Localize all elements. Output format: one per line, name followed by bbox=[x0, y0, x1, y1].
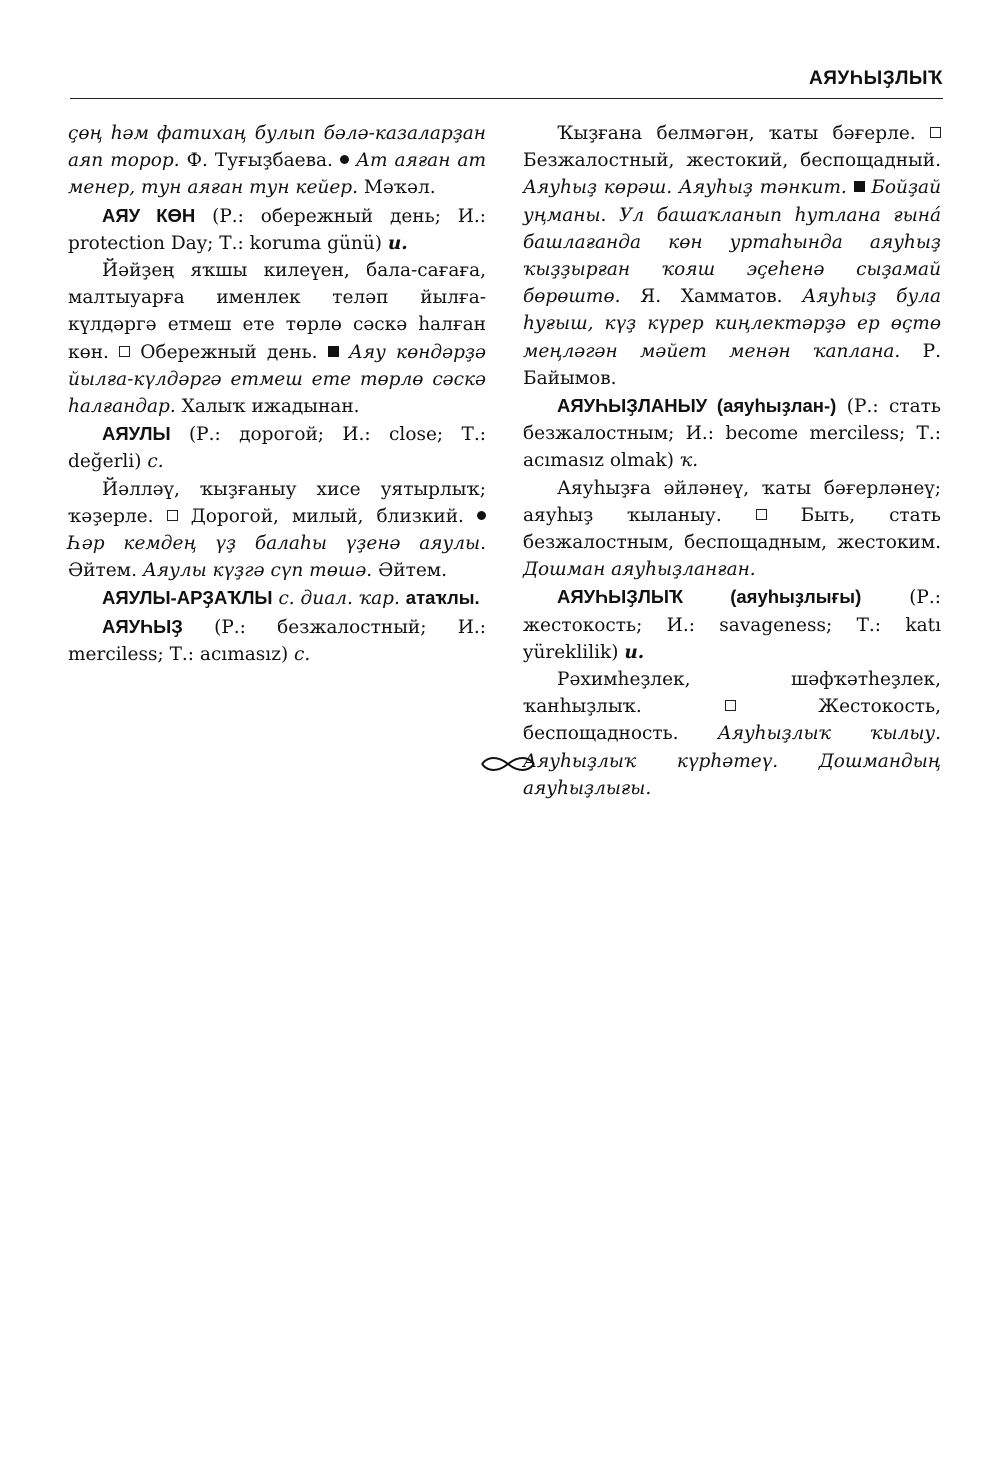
russian-equivalent: Дорогой, милый, близкий. bbox=[177, 505, 478, 527]
bullet-dot-icon bbox=[340, 155, 349, 164]
open-square-icon bbox=[119, 346, 130, 357]
example-text: Бойҙай уңманы. Ул башаҡланып һутлана ғынá башлағанда көн уртаһында аяуһыҙ ҡыҙҙырған ҡояш эҫеһенә сыҙамай бөрөштө. bbox=[523, 177, 941, 308]
translations: (Р.: безжалостный; И.: merciless; Т.: acımasız) bbox=[68, 616, 486, 665]
translations: (Р.: стать безжалостным; И.: become merciless; Т.: acımasız olmak) bbox=[523, 396, 941, 472]
definition bbox=[523, 475, 941, 584]
dictionary-entry bbox=[68, 613, 486, 668]
running-head: АЯУҺЫҘЛЫҠ bbox=[809, 68, 943, 89]
example-text: Аяу көндәрҙә йылға-күлдәргә етмеш ете төрлө сәскә һалғандар. bbox=[68, 341, 486, 418]
definition-text: Рәхимһеҙлек, шәфҡәтһеҙлек, ҡанһыҙлыҡ. bbox=[523, 669, 941, 718]
header-rule bbox=[70, 98, 943, 99]
example-text: Дошман аяуһыҙланған. bbox=[523, 559, 756, 581]
open-square-icon bbox=[167, 510, 178, 521]
filled-square-icon bbox=[854, 181, 865, 192]
definition bbox=[523, 666, 941, 802]
part-of-speech: ҡ. bbox=[679, 450, 699, 472]
definition-text: Йәлләү, ҡыҙғаныу хисе уятырлыҡ; ҡәҙерле. bbox=[68, 478, 486, 527]
example-text: Аяулы күҙгә сүп төшә. bbox=[142, 560, 373, 582]
dictionary-entry bbox=[68, 420, 486, 475]
translations: (Р.: обережный день; И.: protection Day; Т.: koruma günü) bbox=[68, 205, 486, 254]
part-of-speech: с. bbox=[294, 643, 311, 665]
definition-text: Аяуһыҙға әйләнеү, ҡаты бәғерләнеү; аяуһыҙ ҡыланыу. bbox=[523, 477, 941, 526]
part-of-speech: и. bbox=[387, 232, 408, 254]
headword: АЯУҺЫҘЛАНЫУ (аяуһыҙлан-) bbox=[557, 395, 837, 417]
source-text: Р. Байымов. bbox=[523, 340, 941, 389]
entry-continuation bbox=[68, 120, 486, 202]
open-square-icon bbox=[756, 509, 767, 520]
headword: АЯУ КӨН bbox=[102, 204, 196, 226]
definition bbox=[523, 120, 941, 392]
russian-equivalent: Жестокость, беспощадность. bbox=[523, 696, 941, 745]
example-text: Ат аяған ат менер, тун аяған тун кейер. bbox=[68, 150, 486, 199]
filled-square-icon bbox=[328, 346, 339, 357]
source-text: Ф. Туғыҙбаева. bbox=[179, 150, 340, 172]
source-text: Әйтем. bbox=[68, 560, 143, 582]
bullet-dot-icon bbox=[477, 511, 486, 520]
example-text: Аяуһыҙлыҡ ҡылыу. Аяуһыҙлыҡ күрһәтеү. Дошмандың аяуһыҙлығы. bbox=[523, 723, 941, 799]
dictionary-entry bbox=[523, 583, 941, 666]
reference-label: с. диал. ҡар. bbox=[278, 588, 400, 610]
definition bbox=[68, 476, 486, 585]
headword: АЯУҺЫҘ bbox=[102, 615, 183, 637]
definition bbox=[68, 257, 486, 420]
dictionary-entry bbox=[68, 584, 486, 612]
right-column bbox=[523, 120, 941, 802]
russian-equivalent: Безжалостный, жестокий, беспощадный. bbox=[523, 150, 941, 172]
translations: (Р.: жестокость; И.: savageness; Т.: katı yüreklilik) bbox=[523, 587, 941, 663]
open-square-icon bbox=[725, 700, 736, 711]
cross-reference: атаҡлы. bbox=[405, 587, 480, 609]
definition-text: Ҡыҙғана белмәгән, ҡаты бәғерле. bbox=[557, 123, 930, 144]
headword: АЯУҺЫҘЛЫҠ (аяуһыҙлығы) bbox=[557, 586, 862, 608]
headword: АЯУЛЫ bbox=[102, 423, 171, 445]
source-text: Мәҡәл. bbox=[358, 177, 436, 199]
open-square-icon bbox=[930, 127, 941, 138]
russian-equivalent: Обережный день. bbox=[130, 341, 328, 363]
example-text: Аяуһыҙ була һуғыш, күҙ күрер киңлектәрҙә ер өҫтө меңләгән мәйет менән ҡаплана. bbox=[523, 286, 941, 362]
translations: (Р.: дорогой; И.: close; Т.: değerli) bbox=[68, 424, 486, 473]
source-text: Халыҡ ижадынан. bbox=[175, 396, 360, 418]
dictionary-entry bbox=[68, 202, 486, 257]
part-of-speech: и. bbox=[624, 641, 645, 663]
dictionary-entry bbox=[523, 392, 941, 475]
headword: АЯУЛЫ-АРҘАҠЛЫ bbox=[102, 587, 273, 609]
example-text: Һәр кемдең үҙ балаһы үҙенә аяулы. bbox=[68, 533, 486, 555]
example-text: Аяуһыҙ көрәш. Аяуһыҙ тәнкит. bbox=[523, 177, 847, 199]
spacer bbox=[847, 177, 854, 198]
example-text: ҫөң һәм фатихаң булып бәлә-казаларҙан аяп торор. bbox=[68, 123, 486, 172]
part-of-speech: с. bbox=[147, 451, 164, 473]
source-text: Я. Хамматов. bbox=[620, 286, 803, 308]
ornament-icon bbox=[478, 752, 538, 776]
russian-equivalent: Быть, стать безжалостным, беспощадным, жестоким. bbox=[523, 504, 942, 554]
definition-text: Йәйҙең яҡшы килеүен, бала-сағаға, малтыуарға именлек теләп йылға-күлдәргә етмеш ете төрлө сәскә һалған көн. bbox=[68, 260, 486, 363]
left-column bbox=[68, 120, 486, 668]
source-text: Әйтем. bbox=[372, 560, 448, 582]
